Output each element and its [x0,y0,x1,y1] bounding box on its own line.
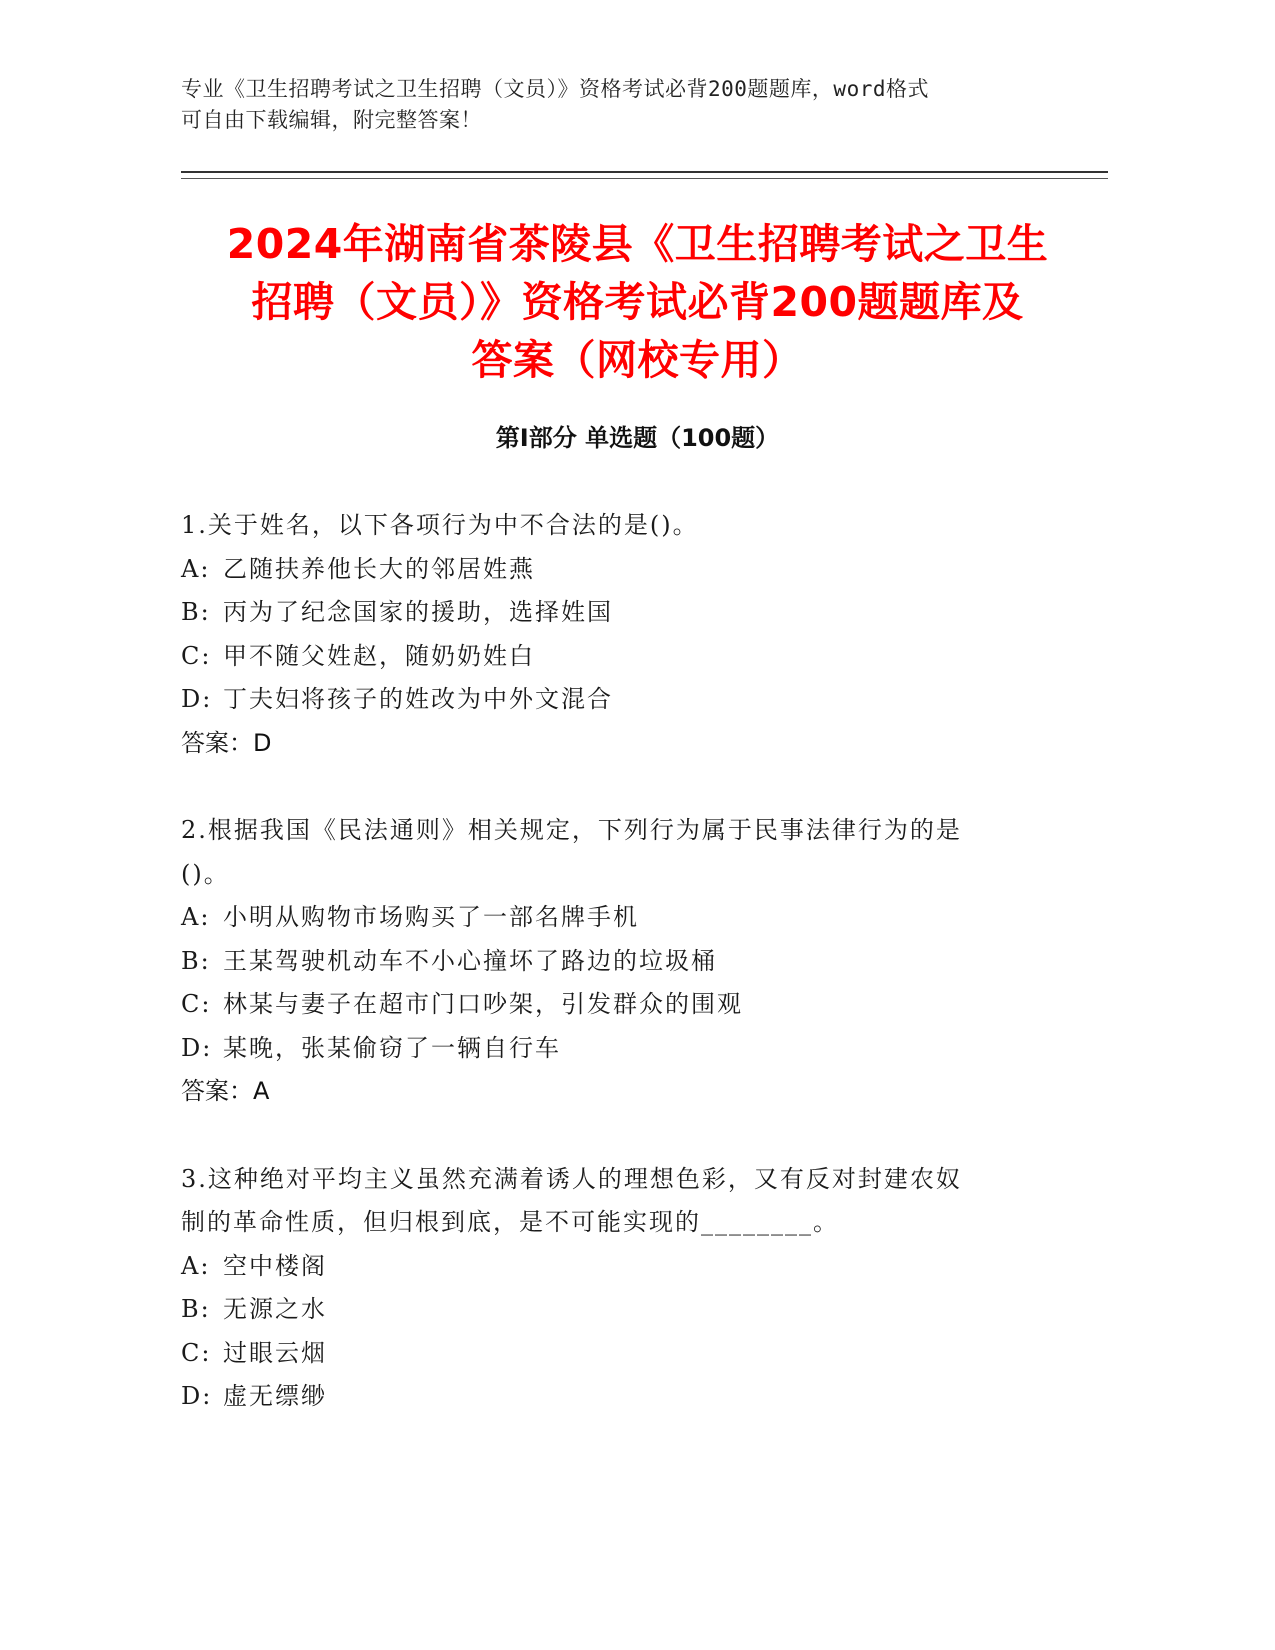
option-c [181,983,1081,1027]
option-c [181,1332,1081,1376]
option-key: A: [181,554,211,583]
option-key: D: [181,685,213,713]
question-stem: 2.根据我国《民法通则》相关规定，下列行为属于民事法律行为的是 [181,816,962,844]
option-key: B: [181,946,211,975]
option-text: 林某与妻子在超市门口吵架，引发群众的围观 [223,990,743,1018]
option-key: D: [181,1033,213,1062]
option-a [181,1245,1081,1289]
document-title-line-1: 2024年湖南省茶陵县《卫生招聘考试之卫生 [226,220,1049,268]
header-note-line-1: 专业《卫生招聘考试之卫生招聘（文员）》资格考试必背200题题库，word格式 [181,77,929,101]
option-key: D: [181,1382,213,1410]
option-text: 过眼云烟 [223,1338,327,1367]
question-stem: 3.这种绝对平均主义虽然充满着诱人的理想色彩，又有反对封建农奴 [181,1164,962,1193]
option-c [181,635,1081,679]
option-d [181,1027,1081,1071]
question-list [181,504,1081,1463]
option-b [181,591,1081,635]
document-title [150,215,1125,389]
answer-value: A [253,1077,270,1105]
option-a [181,896,1081,940]
option-a [181,548,1081,592]
option-text: 某晚，张某偷窃了一辆自行车 [223,1033,561,1062]
option-text: 小明从购物市场购买了一部名牌手机 [223,903,639,931]
option-text: 空中楼阁 [223,1251,327,1280]
option-key: C: [181,1338,212,1367]
option-key: B: [181,1295,211,1323]
answer-line [181,1070,1081,1114]
document-title-line-2: 招聘（文员）》资格考试必背200题题库及 [251,278,1024,326]
answer-label: 答案： [181,728,253,757]
option-text: 丙为了纪念国家的援助，选择姓国 [223,598,613,626]
section-heading: 第I部分 单选题（100题） [495,424,780,452]
option-text: 虚无缥缈 [223,1382,327,1410]
option-key: A: [181,903,211,931]
header-divider-thin [181,178,1108,179]
option-key: A: [181,1251,211,1280]
question-stem-continued: 制的革命性质，但归根到底，是不可能实现的________。 [181,1208,839,1236]
question-stem: 1.关于姓名，以下各项行为中不合法的是()。 [181,511,699,539]
header-note [181,74,1041,136]
question-item [181,1158,1081,1419]
answer-line [181,722,1081,766]
option-d [181,1375,1081,1419]
document-title-line-3: 答案（网校专用） [471,336,804,384]
option-text: 乙随扶养他长大的邻居姓燕 [223,554,535,583]
option-text: 甲不随父姓赵，随奶奶姓白 [223,641,535,670]
option-key: B: [181,598,211,626]
option-text: 王某驾驶机动车不小心撞坏了路边的垃圾桶 [223,946,717,975]
option-b [181,940,1081,984]
question-stem-continued: ()。 [181,859,230,888]
question-item [181,504,1081,765]
header-divider-thick [181,171,1108,173]
option-b [181,1288,1081,1332]
option-d [181,678,1081,722]
option-text: 无源之水 [223,1295,327,1323]
answer-value: D [253,728,272,757]
question-item [181,809,1081,1114]
option-text: 丁夫妇将孩子的姓改为中外文混合 [223,685,613,713]
option-key: C: [181,990,212,1018]
answer-label: 答案： [181,1077,253,1105]
option-key: C: [181,641,212,670]
header-note-line-2: 可自由下载编辑，附完整答案！ [181,108,482,132]
